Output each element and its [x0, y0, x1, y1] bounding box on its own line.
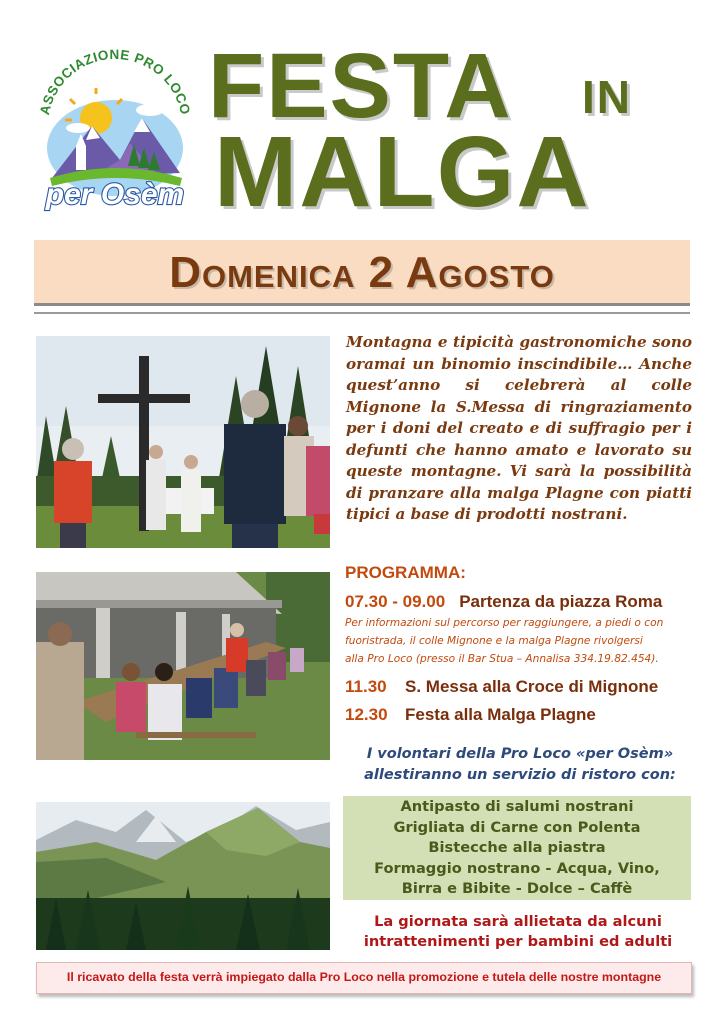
- menu-box: [343, 796, 691, 900]
- entertainment-line: intrattenimenti per bambini ed adulti: [363, 933, 673, 950]
- program-description: S. Messa alla Croce di Mignone: [405, 677, 659, 696]
- divider: [34, 312, 690, 314]
- menu-item: Antipasto di salumi nostrani: [400, 798, 634, 815]
- menu-item: Grigliata di Carne con Polenta: [393, 818, 641, 836]
- menu-item: Birra e Bibite - Dolce – Caffè: [401, 880, 633, 898]
- date-banner: [34, 240, 690, 306]
- logo-arc-text: ASSOCIAZIONE PRO LOCO: [36, 48, 194, 117]
- entertainment-line: La giornata sarà allietata da alcuni: [374, 913, 662, 930]
- title-festa: FESTA: [208, 35, 513, 137]
- program-heading: PROGRAMMA:: [345, 563, 466, 582]
- photo-mass-at-cross: [36, 336, 330, 548]
- footer-banner: [36, 962, 692, 994]
- title-malga: MALGA: [214, 116, 591, 228]
- volunteers-line: I volontari della Pro Loco «per Osèm»: [366, 746, 674, 762]
- program-description: Festa alla Malga Plagne: [405, 705, 596, 724]
- logo-name: per Osèm: [45, 178, 185, 211]
- program-item: [345, 705, 596, 725]
- menu-item: Bistecche alla piastra: [428, 839, 606, 857]
- photo-mountain-landscape: [36, 802, 330, 950]
- photo-lunch-at-malga: [36, 572, 330, 760]
- route-info-line: Per informazioni sul percorso per raggiungere, a piedi o con: [345, 617, 664, 629]
- program-time: 07.30 - 09.00: [345, 592, 446, 611]
- footer-text: Il ricavato della festa verrà impiegato dalla Pro Loco nella promozione e tutela delle nostre montagne: [66, 970, 662, 984]
- route-info-line: alla Pro Loco (presso il Bar Stua – Annalisa 334.19.82.454).: [345, 653, 659, 665]
- program-time: 11.30: [345, 677, 387, 696]
- program-description: Partenza da piazza Roma: [459, 592, 663, 611]
- intro-paragraph: Montagna e tipicità gastronomiche sono oramai un binomio inscindibile… Anche quest’anno si celebrerà al colle Mignone la S.Messa di ringraziamento per i doni del creato e di suffragio per i defunti che hanno amato e lavorato su queste montagne. Vi sarà la possibilità di pranzare alla malga Plagne con piatti tipici a base di prodotti nostrani.: [346, 333, 692, 523]
- program-item: [345, 677, 658, 697]
- route-info-line: fuoristrada, il colle Mignone e la malga Plagne rivolgersi: [345, 635, 643, 647]
- title-in: IN: [582, 71, 632, 123]
- pro-loco-logo: [30, 48, 200, 213]
- volunteers-line: allestiranno un servizio di ristoro con:: [364, 767, 676, 783]
- entertainment-note: [343, 912, 693, 952]
- program-time: 12.30: [345, 705, 388, 724]
- event-date: Domenica 2 Agosto: [169, 248, 555, 297]
- program-item: [345, 592, 662, 612]
- route-info: [345, 614, 695, 668]
- menu-item: Formaggio nostrano - Acqua, Vino,: [374, 859, 660, 877]
- volunteers-note: [345, 744, 695, 786]
